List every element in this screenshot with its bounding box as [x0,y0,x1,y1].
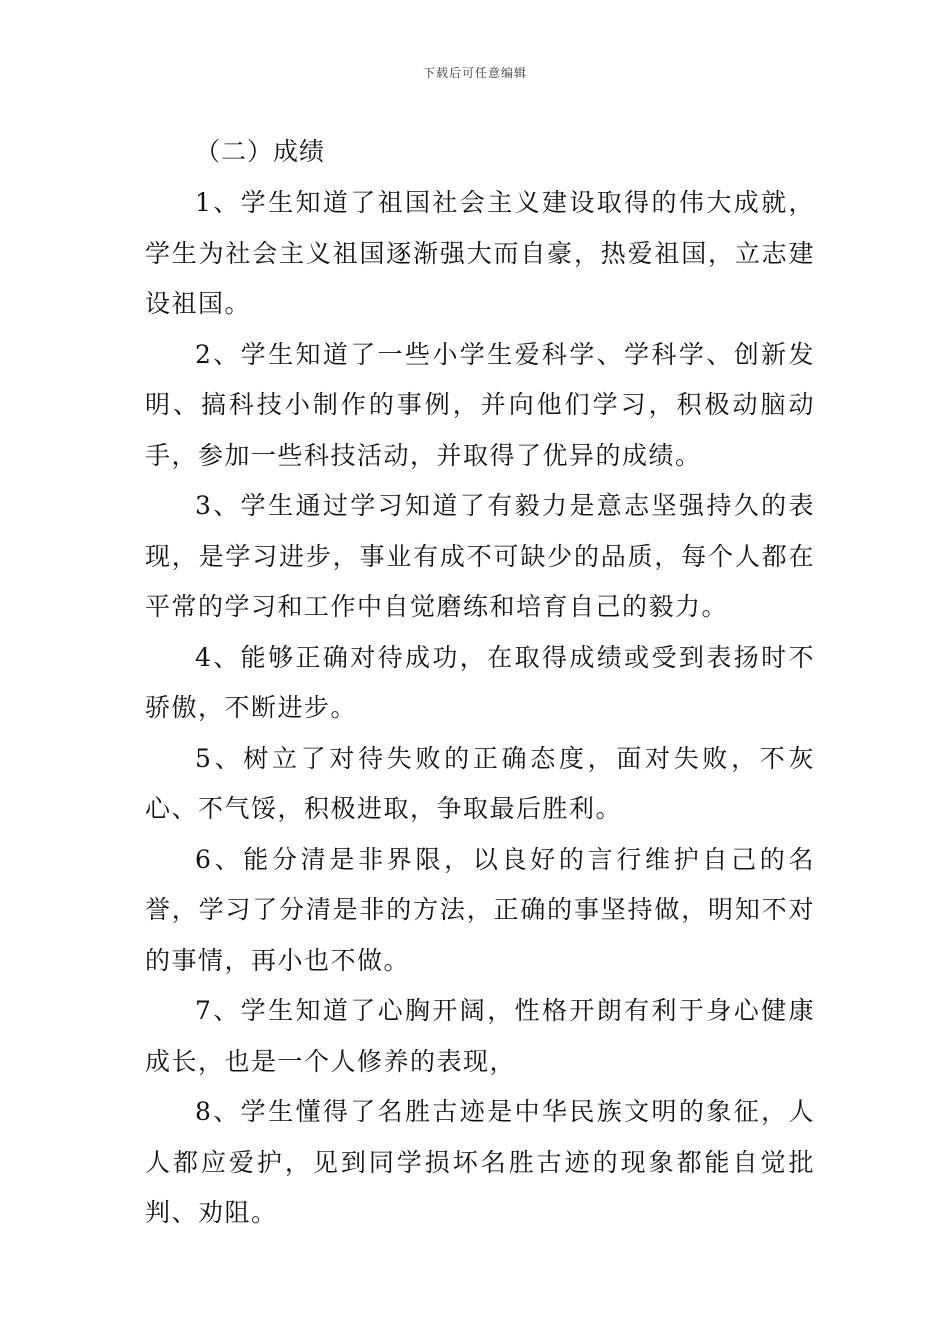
paragraph-7: 7、学生知道了心胸开阔，性格开朗有利于身心健康成长，也是一个人修养的表现， [145,996,815,1076]
section-title: （二）成绩 [195,137,326,166]
paragraph-5: 5、树立了对待失败的正确态度，面对失败，不灰心、不气馁，积极进取，争取最后胜利。 [145,743,815,823]
header-note: 下载后可任意编辑 [422,66,527,80]
paragraph-2: 2、学生知道了一些小学生爱科学、学科学、创新发明、搞科技小制作的事例，并向他们学习，积极动脑动手，参加一些科技活动，并取得了优异的成绩。 [145,339,815,470]
paragraph-6: 6、能分清是非界限，以良好的言行维护自己的名誉，学习了分清是非的方法，正确的事坚持做，明知不对的事情，再小也不做。 [145,844,815,975]
paragraph-1: 1、学生知道了祖国社会主义建设取得的伟大成就，学生为社会主义祖国逐渐强大而自豪，热爱祖国，立志建设祖国。 [145,188,815,318]
document-body [145,128,815,1239]
paragraph-4: 4、能够正确对待成功，在取得成绩或受到表扬时不骄傲，不断进步。 [145,642,815,722]
paragraph-3: 3、学生通过学习知道了有毅力是意志坚强持久的表现，是学习进步，事业有成不可缺少的品质，每个人都在平常的学习和工作中自觉磨练和培育自己的毅力。 [145,491,815,621]
paragraph-8: 8、学生懂得了名胜古迹是中华民族文明的象征，人人都应爱护，见到同学损坏名胜古迹的现象都能自觉批判、劝阻。 [145,1097,815,1227]
